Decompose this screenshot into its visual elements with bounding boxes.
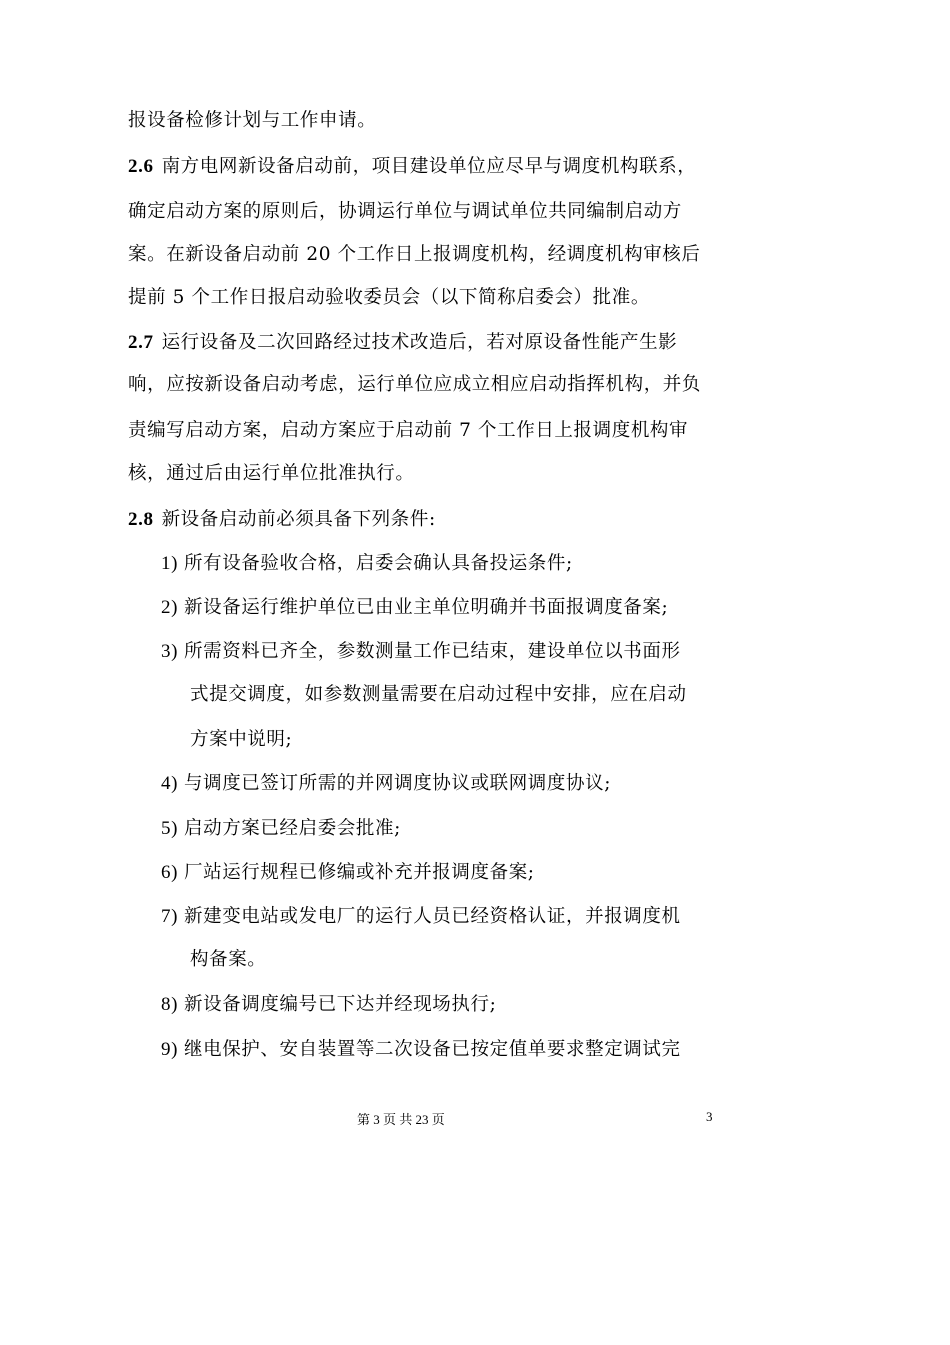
list-item: 7) 新建变电站或发电厂的运行人员已经资格认证，并报调度机 <box>160 906 681 927</box>
list-item: 3) 所需资料已齐全，参数测量工作已结束，建设单位以书面形 <box>160 641 681 662</box>
list-item: 8) 新设备调度编号已下达并经现场执行; <box>160 994 497 1015</box>
list-item: 5) 启动方案已经启委会批准; <box>160 818 401 839</box>
paragraph-line: 报设备检修计划与工作申请。 <box>128 110 377 131</box>
list-item: 9) 继电保护、安自装置等二次设备已按定值单要求整定调试完 <box>160 1039 681 1060</box>
section-2-7-line-4: 核，通过后由运行单位批准执行。 <box>128 463 415 484</box>
list-item: 1) 所有设备验收合格，启委会确认具备投运条件; <box>160 553 573 574</box>
list-item-continuation: 式提交调度，如参数测量需要在启动过程中安排，应在启动 <box>190 684 687 705</box>
section-2-6-line-1: 2.6 南方电网新设备启动前，项目建设单位应尽早与调度机构联系， <box>128 156 697 177</box>
list-item-continuation: 构备案。 <box>190 949 267 970</box>
section-2-7-line-3: 责编写启动方案，启动方案应于启动前 7 个工作日上报调度机构审 <box>128 420 689 441</box>
section-number: 2.8 <box>128 509 154 530</box>
section-2-7-line-1: 2.7 运行设备及二次回路经过技术改造后，若对原设备性能产生影 <box>128 332 678 353</box>
list-item: 2) 新设备运行维护单位已由业主单位明确并书面报调度备案; <box>160 597 669 618</box>
section-2-6-line-2: 确定启动方案的原则后，协调运行单位与调试单位共同编制启动方 <box>128 201 682 222</box>
list-item: 6) 厂站运行规程已修编或补充并报调度备案; <box>160 862 535 883</box>
section-2-8-heading: 2.8 新设备启动前必须具备下列条件: <box>128 509 436 530</box>
page-number: 3 <box>706 1109 713 1124</box>
section-2-7-line-2: 响，应按新设备启动考虑，运行单位应成立相应启动指挥机构，并负 <box>128 374 702 395</box>
section-2-6-line-4: 提前 5 个工作日报启动验收委员会（以下简称启委会）批准。 <box>128 287 650 308</box>
section-number: 2.7 <box>128 332 154 353</box>
page-footer-label: 第 3 页 共 23 页 <box>357 1112 445 1127</box>
section-number: 2.6 <box>128 156 154 177</box>
list-item-continuation: 方案中说明; <box>190 729 293 750</box>
list-item: 4) 与调度已签订所需的并网调度协议或联网调度协议; <box>160 773 612 794</box>
section-2-6-line-3: 案。在新设备启动前 20 个工作日上报调度机构，经调度机构审核后 <box>128 244 701 265</box>
